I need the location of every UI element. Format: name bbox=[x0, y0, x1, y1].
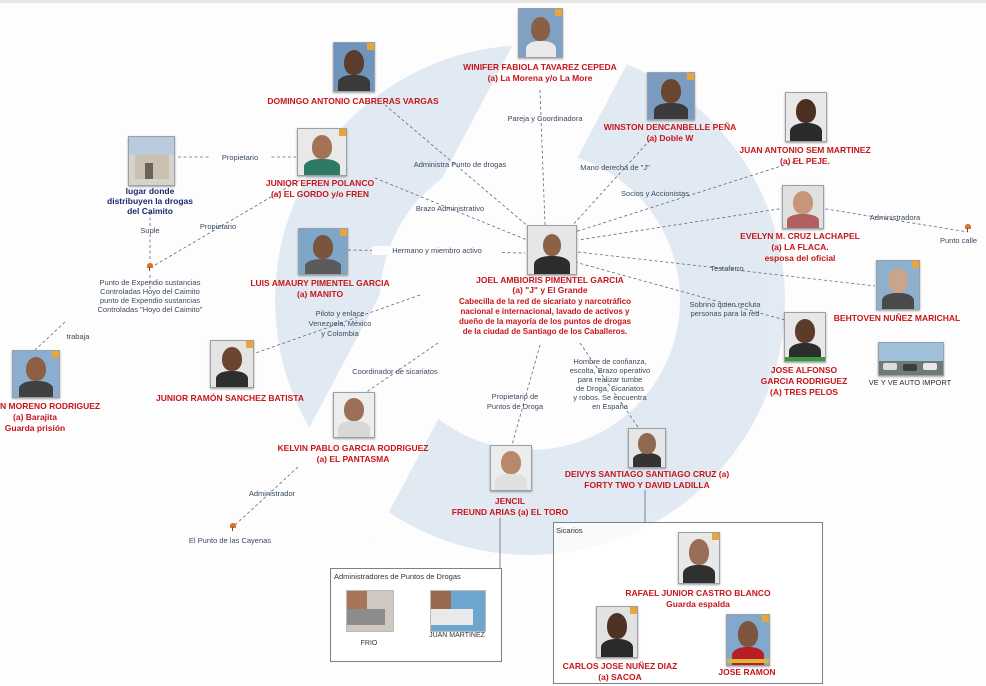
rel-hombre-1: Hombre de confianza, bbox=[573, 357, 647, 366]
punto-expendio-line-4: Controladas "Hoyo del Caimito" bbox=[97, 305, 203, 314]
pin-punto-calle bbox=[964, 224, 972, 232]
rel-administrador: Administrador bbox=[248, 489, 296, 498]
rel-sobrino-2: personas para la red bbox=[690, 309, 760, 318]
rel-piloto-1: Piloto y enlace bbox=[315, 309, 365, 318]
photo-domingo bbox=[333, 42, 375, 92]
photo-ve-auto-import bbox=[878, 342, 944, 376]
name-behtoven: BEHTOVEN NUÑEZ MARICHAL bbox=[833, 313, 961, 323]
name-winifer: WINIFER FABIOLA TAVAREZ CEPEDA bbox=[463, 62, 617, 72]
name-kelvin: KELVIN PABLO GARCIA RODRIGUEZ bbox=[277, 443, 429, 453]
alias-joel-pimentel: (a) "J" y El Grande bbox=[512, 285, 588, 295]
photo-moreno bbox=[12, 350, 60, 398]
rel-propietario-1: Propietario bbox=[210, 153, 270, 162]
rel-administra: Administra Punto de drogas bbox=[413, 160, 507, 169]
photo-evelyn bbox=[782, 185, 824, 229]
photo-jencil bbox=[490, 445, 532, 491]
photo-juan-antonio bbox=[785, 92, 827, 142]
photo-deivys bbox=[628, 428, 666, 468]
rel-suple: Suple bbox=[130, 226, 170, 235]
name-juan-antonio: JUAN ANTONIO SEM MARTINEZ bbox=[739, 145, 871, 155]
rel-mano-derecha: Mano derecha de "J" bbox=[580, 163, 650, 172]
description-line-4: de la ciudad de Santiago de los Caballeros. bbox=[462, 327, 628, 336]
alias-junior-efren: (a) EL GORDO y/o FREN bbox=[270, 189, 370, 199]
photo-joel-pimentel bbox=[527, 225, 577, 275]
description-line-3: dueño de la mayoría de los puntos de drogas bbox=[458, 317, 632, 326]
photo-lugar-caimito bbox=[128, 136, 175, 186]
alias-moreno: (a) Barajita bbox=[13, 412, 57, 422]
name-junior-efren: JUNIOR EFREN POLANCO bbox=[265, 178, 375, 188]
alias-juan-antonio: (a) EL PEJE. bbox=[780, 156, 830, 166]
name-jencil: JENCIL bbox=[494, 496, 526, 506]
punto-expendio-line-1: Punto de Expendio sustancias bbox=[99, 278, 201, 287]
alias-jose-alfonso: (A) TRES PELOS bbox=[769, 387, 838, 397]
rel-trabaja: trabaja bbox=[66, 332, 90, 341]
rel-piloto-3: y Colombia bbox=[321, 329, 359, 338]
rel-piloto-2: Venezuela, México bbox=[308, 319, 372, 328]
photo-rafael bbox=[678, 532, 720, 584]
rel-brazo-admin: Brazo Administrativo bbox=[415, 204, 485, 213]
photo-winifer bbox=[518, 8, 563, 58]
alias-deivys: FORTY TWO Y DAVID LADILLA bbox=[584, 480, 710, 490]
rel-propietario-2: Propietario bbox=[199, 222, 237, 231]
photo-kelvin bbox=[333, 392, 375, 438]
photo-jose-alfonso bbox=[784, 312, 826, 362]
sicarios-box-title: Sicarios bbox=[556, 526, 583, 535]
lugar-line-2: distribuyen la drogas bbox=[107, 196, 193, 206]
name-junior-ramon: JUNIOR RAMÓN SANCHEZ BATISTA bbox=[156, 393, 304, 403]
name-winston: WINSTON DENCANBELLE PEÑA bbox=[603, 122, 737, 132]
rel-hermano: Hermano y miembro activo bbox=[372, 246, 502, 255]
lugar-line-1: lugar donde bbox=[125, 186, 175, 196]
photo-luis-amaury bbox=[298, 228, 348, 275]
alias-winifer: (a) La Morena y/o La More bbox=[487, 73, 593, 83]
photo-junior-efren bbox=[297, 128, 347, 176]
description-line-1: Cabecilla de la red de sicariato y narcotráfico bbox=[458, 297, 632, 306]
rel-coordinador: Coordinador de sicariatos bbox=[352, 367, 438, 376]
photo-carlos bbox=[596, 606, 638, 658]
alias-evelyn: (a) LA FLACA. bbox=[771, 242, 829, 252]
name-deivys: DEIVYS SANTIAGO SANTIAGO CRUZ (a) bbox=[564, 469, 730, 479]
name-jose-alfonso: JOSE ALFONSO bbox=[770, 365, 838, 375]
photo-jose-ramon bbox=[726, 614, 770, 666]
alias-luis-amaury: (a) MANITO bbox=[296, 289, 344, 299]
punto-expendio-line-2: Controladas Hoyo del Caimito bbox=[100, 287, 200, 296]
lugar-line-3: del Caimito bbox=[127, 206, 173, 216]
rel-sobrino-1: Sobrino quien recluta bbox=[689, 300, 761, 309]
caption-frio: FRIO bbox=[360, 640, 378, 647]
alias-kelvin: (a) EL PANTASMA bbox=[316, 454, 390, 464]
caption-juan-martinez: JUAN MARTINEZ bbox=[429, 632, 485, 639]
name-evelyn: EVELYN M. CRUZ LACHAPEL bbox=[740, 231, 860, 241]
punto-calle-label: Punto calle bbox=[940, 236, 978, 245]
alias-jencil: FREUND ARIAS (a) EL TORO bbox=[451, 507, 569, 517]
ve-auto-import-label: VE Y VE AUTO IMPORT bbox=[868, 378, 952, 387]
rel-testaferro: Testaferro bbox=[710, 264, 744, 273]
rel-hombre-4: de Droga, Sicariatos bbox=[576, 384, 644, 393]
rel-hombre-3: para realizar tumbe bbox=[577, 375, 643, 384]
punto-expendio-line-3: punto de Expendio sustancias bbox=[99, 296, 201, 305]
photo-behtoven bbox=[876, 260, 920, 310]
las-cayenas-label: El Punto de las Cayenas bbox=[188, 536, 272, 545]
name2-jose-alfonso: GARCIA RODRIGUEZ bbox=[760, 376, 848, 386]
alias-carlos: (a) SACOA bbox=[598, 672, 642, 682]
photo-frio bbox=[346, 590, 394, 632]
pin-las-cayenas bbox=[229, 523, 237, 531]
rel-administradora: Administradora bbox=[869, 213, 921, 222]
administradores-box-title: Administradores de Puntos de Drogas bbox=[334, 572, 461, 581]
alias-rafael: Guarda espalda bbox=[666, 599, 730, 609]
name-rafael: RAFAEL JUNIOR CASTRO BLANCO bbox=[625, 588, 771, 598]
photo-junior-ramon bbox=[210, 340, 254, 388]
rel-propietario-puntos-1: Propietario de bbox=[491, 392, 539, 401]
name-luis-amaury: LUIS AMAURY PIMENTEL GARCIA bbox=[250, 278, 390, 288]
rel-hombre-2: escolta, Brazo operativo bbox=[569, 366, 651, 375]
alias-winston: (a) Doble W bbox=[646, 133, 694, 143]
name-jose-ramon: JOSE RAMON bbox=[718, 667, 776, 677]
name-domingo: DOMINGO ANTONIO CABRERAS VARGAS bbox=[267, 96, 439, 106]
pin-punto-expendio bbox=[146, 263, 154, 271]
description-line-2: nacional e internacional, lavado de activos y bbox=[460, 307, 630, 316]
name-carlos: CARLOS JOSE NUÑEZ DIAZ bbox=[562, 661, 678, 671]
rel-hombre-6: en España bbox=[592, 402, 628, 411]
rel-socios: Socios y Accionistas bbox=[621, 189, 689, 198]
name-joel-pimentel: JOEL AMBIORIS PIMENTEL GARCIA bbox=[476, 275, 624, 285]
rel-hombre-5: y robos. Se encuentra bbox=[573, 393, 647, 402]
rel-pareja: Pareja y Coordinadora bbox=[507, 114, 583, 123]
photo-juan-martinez bbox=[430, 590, 486, 632]
photo-winston bbox=[647, 72, 695, 120]
rel-propietario-puntos-2: Puntos de Droga bbox=[486, 402, 544, 411]
name-moreno: N MORENO RODRIGUEZ bbox=[0, 401, 101, 411]
evelyn-extra: esposa del oficial bbox=[764, 253, 836, 263]
extra-moreno: Guarda prisión bbox=[4, 423, 66, 433]
